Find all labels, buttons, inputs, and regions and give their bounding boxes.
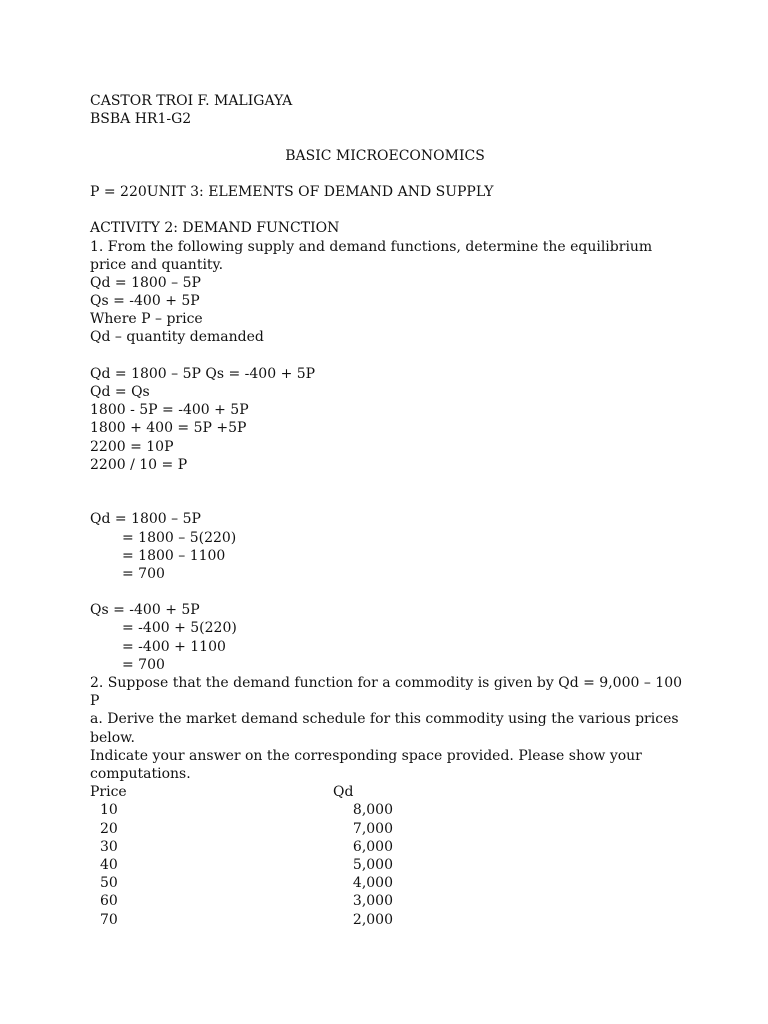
course-title: BASIC MICROECONOMICS	[285, 147, 485, 164]
given-where-p: Where P – price	[90, 311, 203, 328]
qd-calc-step: = 700	[122, 565, 165, 582]
spacer	[90, 347, 690, 365]
question-1-prompt: 1. From the following supply and demand functions, determine the equilibrium price and quantity.	[90, 238, 653, 273]
price-cell: 20	[100, 820, 118, 837]
price-cell: 40	[100, 857, 118, 874]
question-2-instruction: Indicate your answer on the corresponding space provided. Please show your computations.	[90, 747, 642, 783]
qd-cell: 3,000	[352, 893, 393, 910]
qs-calc-step: Qs = -400 + 5P	[90, 602, 200, 619]
document-page	[90, 92, 690, 929]
table-row	[90, 820, 393, 838]
table-header-row	[90, 783, 393, 801]
qd-cell: 6,000	[352, 838, 393, 855]
student-section: BSBA HR1-G2	[90, 111, 192, 128]
qd-cell: 4,000	[352, 875, 393, 892]
question-2a-prompt: a. Derive the market demand schedule for this commodity using the various prices below.	[90, 711, 679, 746]
student-name: CASTOR TROI F. MALIGAYA	[90, 93, 293, 109]
spacer	[90, 128, 690, 146]
unit-heading: P = 220UNIT 3: ELEMENTS OF DEMAND AND SUPPLY	[90, 183, 494, 200]
demand-schedule-table	[90, 783, 393, 929]
qd-cell: 2,000	[352, 911, 393, 928]
qs-calc-step: = -400 + 1100	[122, 638, 226, 655]
solution-step: 1800 + 400 = 5P +5P	[90, 420, 247, 437]
table-row	[90, 801, 393, 819]
solution-step: Qd = Qs	[90, 384, 150, 401]
question-2-prompt: 2. Suppose that the demand function for a commodity is given by Qd = 9,000 – 100 P	[90, 675, 683, 710]
given-where-qd: Qd – quantity demanded	[90, 329, 264, 346]
table-row	[90, 874, 393, 892]
qd-cell: 8,000	[352, 802, 393, 819]
solution-step: 2200 / 10 = P	[90, 456, 188, 473]
price-cell: 50	[100, 875, 118, 892]
price-cell: 30	[100, 838, 118, 855]
solution-step: Qd = 1800 – 5P Qs = -400 + 5P	[90, 365, 316, 382]
qd-cell: 7,000	[352, 820, 393, 837]
price-column-header: Price	[90, 784, 127, 801]
price-cell: 70	[100, 911, 118, 928]
table-row	[90, 856, 393, 874]
qs-calc-step: = 700	[122, 656, 165, 673]
spacer	[90, 474, 690, 510]
qd-calc-step: Qd = 1800 – 5P	[90, 511, 201, 528]
spacer	[90, 583, 690, 601]
qd-cell: 5,000	[352, 857, 393, 874]
qd-column-header: Qd	[333, 784, 354, 801]
table-row	[90, 838, 393, 856]
solution-step: 1800 - 5P = -400 + 5P	[90, 402, 249, 419]
qd-calc-step: = 1800 – 1100	[122, 547, 226, 564]
qs-calc-step: = -400 + 5(220)	[122, 620, 237, 637]
activity-title: ACTIVITY 2: DEMAND FUNCTION	[90, 220, 340, 237]
given-qs: Qs = -400 + 5P	[90, 293, 200, 310]
table-row	[90, 911, 393, 929]
solution-step: 2200 = 10P	[90, 438, 174, 455]
spacer	[90, 165, 690, 183]
qd-calc-step: = 1800 – 5(220)	[122, 529, 237, 546]
spacer	[90, 201, 690, 219]
price-cell: 10	[100, 802, 118, 819]
price-cell: 60	[100, 893, 118, 910]
table-row	[90, 892, 393, 910]
given-qd: Qd = 1800 – 5P	[90, 274, 201, 291]
